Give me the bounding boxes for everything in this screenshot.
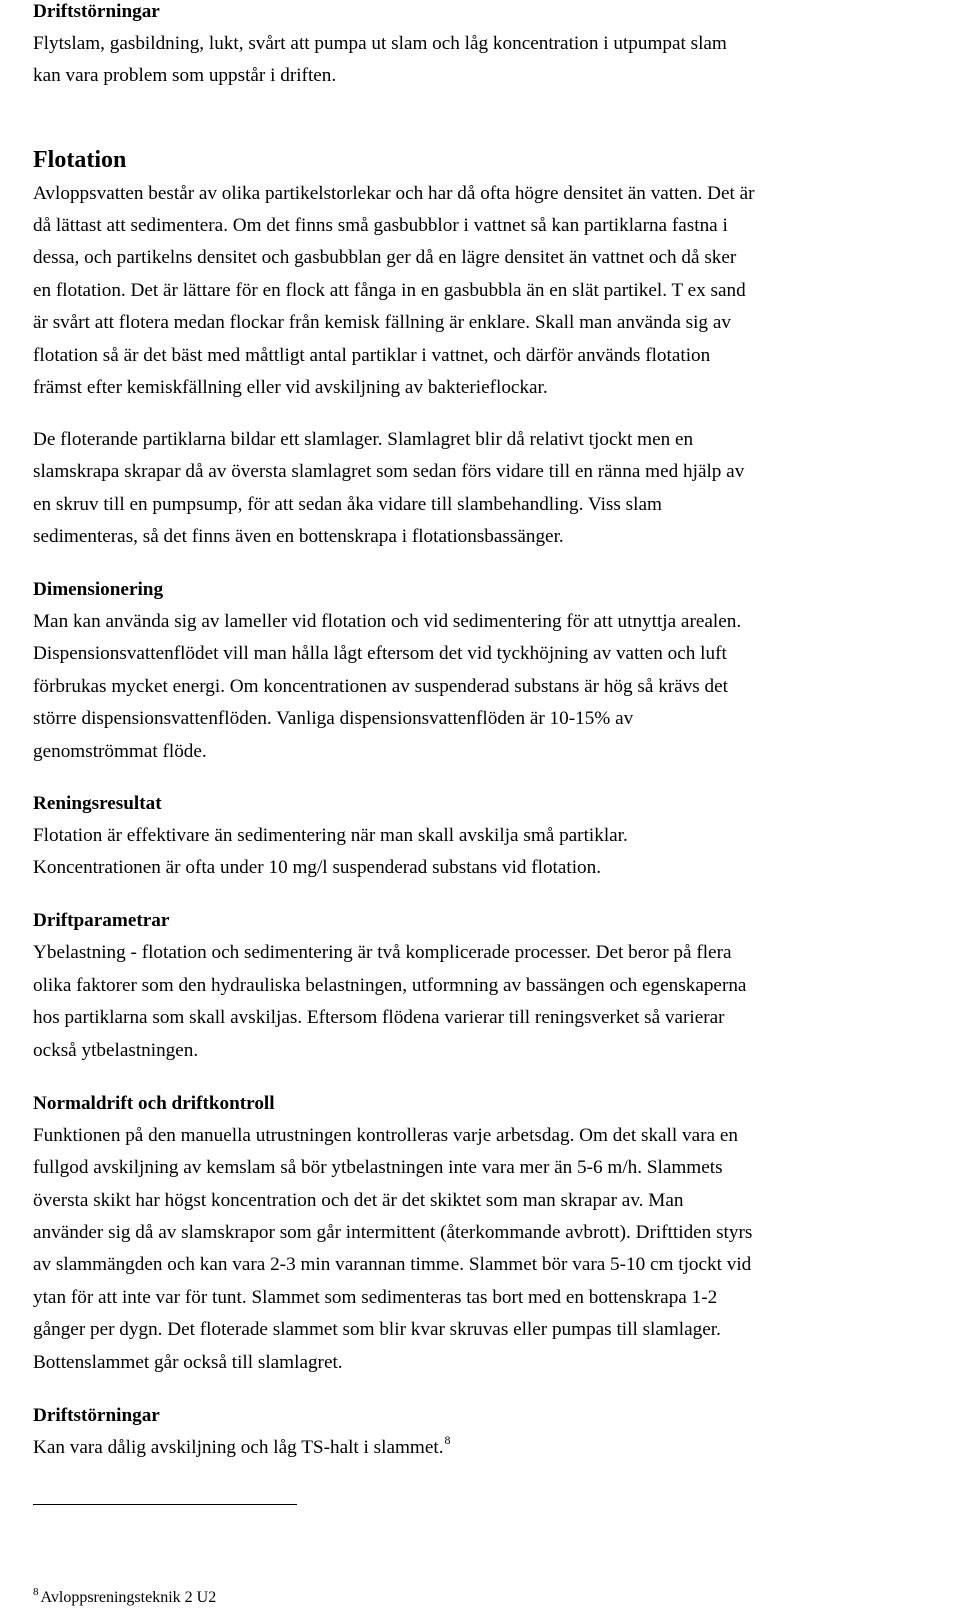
section-heading-normaldrift: Normaldrift och driftkontroll	[33, 1093, 275, 1114]
section-heading-dimensionering: Dimensionering	[33, 579, 164, 600]
paragraph-line: Dispensionsvattenflödet vill man hålla lågt eftersom det vid tyckhöjning av vatten och luft	[33, 643, 727, 664]
paragraph-line: ytan för att inte var för tunt. Slammet som sedimenteras tas bort med en bottenskrapa 1-2	[33, 1287, 718, 1308]
paragraph-line: olika faktorer som den hydrauliska belastningen, utformning av bassängen och egenskaperna	[33, 975, 747, 996]
paragraph-line: då lättast att sedimentera. Om det finns små gasbubblor i vattnet så kan partiklarna fastna i	[33, 215, 728, 236]
paragraph-line: Flytslam, gasbildning, lukt, svårt att pumpa ut slam och låg koncentration i utpumpat slam	[33, 33, 727, 54]
paragraph-line: en skruv till en pumpsump, för att sedan åka vidare till slambehandling. Viss slam	[33, 494, 662, 515]
section-heading-driftparametrar: Driftparametrar	[33, 910, 170, 931]
paragraph-line: hos partiklarna som skall avskiljas. Eftersom flödena varierar till reningsverket så varierar	[33, 1007, 725, 1028]
paragraph-line: De floterande partiklarna bildar ett slamlager. Slamlagret blir då relativt tjockt men en	[33, 429, 694, 450]
paragraph-line: Funktionen på den manuella utrustningen kontrolleras varje arbetsdag. Om det skall vara en	[33, 1125, 738, 1146]
paragraph-line: en flotation. Det är lättare för en flock att fånga in en gasbubbla än en slät partikel. T ex sand	[33, 280, 746, 301]
paragraph-line: Koncentrationen är ofta under 10 mg/l suspenderad substans vid flotation.	[33, 857, 602, 878]
paragraph-line: Avloppsvatten består av olika partikelstorlekar och har då ofta högre densitet än vatten. Det är	[33, 183, 755, 204]
footnote-reference[interactable]: 8	[444, 1433, 451, 1447]
section-heading-driftstorningar-2: Driftstörningar	[33, 1405, 160, 1426]
paragraph-line: Flotation är effektivare än sedimentering när man skall avskilja små partiklar.	[33, 825, 628, 846]
footnote-text: Avloppsreningsteknik 2 U2	[40, 1589, 217, 1606]
paragraph-line: använder sig då av slamskrapor som går intermittent (återkommande avbrott). Drifttiden styrs	[33, 1222, 753, 1243]
paragraph-line: flotation så är det bäst med måttligt antal partiklar i vattnet, och därför används flotation	[33, 345, 711, 366]
paragraph-line: sedimenteras, så det finns även en bottenskrapa i flotationsbassänger.	[33, 526, 564, 547]
paragraph-line: Bottenslammet går också till slamlagret.	[33, 1352, 343, 1373]
paragraph-line: större dispensionsvattenflöden. Vanliga dispensionsvattenflöden är 10-15% av	[33, 708, 634, 729]
section-heading-flotation: Flotation	[33, 147, 127, 173]
paragraph-line: genomströmmat flöde.	[33, 741, 207, 762]
paragraph-line: främst efter kemiskfällning eller vid avskiljning av bakterieflockar.	[33, 377, 548, 398]
paragraph-line: Man kan använda sig av lameller vid flotation och vid sedimentering för att utnyttja arealen.	[33, 611, 742, 632]
paragraph-line: fullgod avskiljning av kemslam så bör ytbelastningen inte vara mer än 5-6 m/h. Slammets	[33, 1157, 723, 1178]
footnote	[33, 1588, 216, 1609]
paragraph-line: Ybelastning - flotation och sedimentering är två komplicerade processer. Det beror på flera	[33, 942, 732, 963]
section-heading-reningsresultat: Reningsresultat	[33, 793, 162, 814]
paragraph-line: översta skikt har högst koncentration och det är det skiktet som man skrapar av. Man	[33, 1190, 684, 1211]
footnote-separator	[33, 1504, 297, 1505]
paragraph-line: kan vara problem som uppstår i driften.	[33, 65, 337, 86]
paragraph-line: av slammängden och kan vara 2-3 min varannan timme. Slammet bör vara 5-10 cm tjockt vid	[33, 1254, 752, 1275]
section-heading-driftstorningar: Driftstörningar	[33, 1, 160, 22]
paragraph-line: är svårt att flotera medan flockar från kemisk fällning är enklare. Skall man använda sig av	[33, 312, 731, 333]
footnote-number: 8	[33, 1586, 39, 1598]
paragraph-line: dessa, och partikelns densitet och gasbubblan ger då en lägre densitet än vattnet och då sker	[33, 247, 737, 268]
paragraph-text: Kan vara dålig avskiljning och låg TS-halt i slammet.	[33, 1437, 444, 1458]
paragraph-line	[33, 1433, 451, 1461]
paragraph-line: också ytbelastningen.	[33, 1040, 199, 1061]
paragraph-line: gånger per dygn. Det floterade slammet som blir kvar skruvas eller pumpas till slamlager.	[33, 1319, 721, 1340]
paragraph-line: slamskrapa skrapar då av översta slamlagret som sedan förs vidare till en ränna med hjälp av	[33, 461, 745, 482]
paragraph-line: förbrukas mycket energi. Om koncentrationen av suspenderad substans är hög så krävs det	[33, 676, 728, 697]
